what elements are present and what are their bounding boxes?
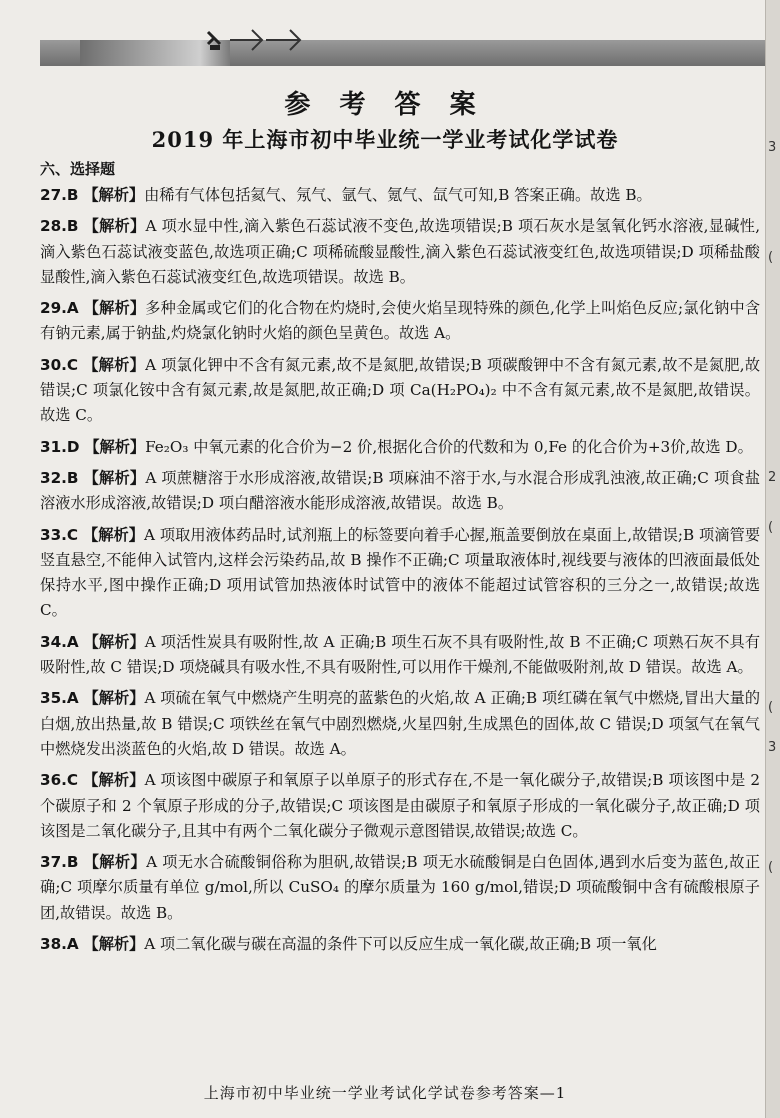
answer-item: 38.A 【解析】A 项二氧化碳与碳在高温的条件下可以反应生成一氧化碳,故正确;B 项一氧化: [40, 935, 657, 954]
answer-item: 32.B 【解析】A 项蔗糖溶于水形成溶液,故错误;B 项麻油不溶于水,与水混合形成乳浊液,故正确;C 项食盐溶液水形成溶液,故错误;D 项白醋溶液水能形成溶液,故错误。故选 B。: [40, 468, 761, 513]
arrow-decoration-icon: [200, 18, 310, 58]
edge-mark: 2: [768, 470, 777, 485]
section-heading: 六、选择题: [40, 160, 116, 178]
exam-subtitle: 2019 年上海市初中毕业统一学业考试化学试卷: [151, 127, 619, 152]
edge-mark: 3: [768, 140, 777, 155]
answer-item: 30.C 【解析】A 项氯化钾中不含有氮元素,故不是氮肥,故错误;B 项碳酸钾中不含有氮元素,故不是氮肥,故错误;C 项氯化铵中含有氮元素,故是氮肥,故正确;D 项 Ca(H₂PO₄)₂ 中不含有氮元素,故不是氮肥,故错误。故选 C。: [40, 355, 761, 425]
edge-mark: 3: [768, 740, 777, 755]
edge-mark: (: [768, 700, 774, 715]
answer-item: 29.A 【解析】多种金属或它们的化合物在灼烧时,会使火焰呈现特殊的颜色,化学上叫焰色反应;氯化钠中含有钠元素,属于钠盐,灼烧氯化钠时火焰的颜色呈黄色。故选 A。: [40, 299, 761, 343]
edge-mark: (: [768, 250, 774, 265]
answer-item: 27.B 【解析】由稀有气体包括氦气、氖气、氩气、氪气、氙气可知,B 答案正确。故选 B。: [40, 186, 652, 204]
answer-item: 31.D 【解析】Fe₂O₃ 中氧元素的化合价为−2 价,根据化合价的代数和为 0,Fe 的化合价为+3价,故选 D。: [40, 437, 753, 456]
answer-item: 35.A 【解析】A 项硫在氧气中燃烧产生明亮的蓝紫色的火焰,故 A 正确;B 项红磷在氧气中燃烧,冒出大量的白烟,放出热量,故 B 错误;C 项铁丝在氧气中剧烈燃烧,火星四射,生成黑色的固体,故 C 错误;D 项氢气在氧气中燃烧发出淡蓝色的火焰,故 D 错误。故选 A。: [40, 689, 761, 758]
answer-item: 28.B 【解析】A 项水显中性,滴入紫色石蕊试液不变色,故选项错误;B 项石灰水是氢氧化钙水溶液,显碱性,滴入紫色石蕊试液变蓝色,故选项正确;C 项稀硫酸显酸性,滴入紫色石蕊试液变红色,故选项错误;D 项稀盐酸显酸性,滴入紫色石蕊试液变红色,故选项错误。故选 B。: [40, 217, 761, 286]
answer-item: 36.C 【解析】A 项该图中碳原子和氧原子以单原子的形式存在,不是一氧化碳分子,故错误;B 项该图中是 2 个碳原子和 2 个氧原子形成的分子,故错误;C 项该图是由碳原子和氧原子形成的一氧化碳分子,故正确;D 项该图是二氧化碳分子,且其中有两个二氧化碳分子微观示意图错误,故错误;故选 C。: [40, 771, 761, 840]
answer-item: 34.A 【解析】A 项活性炭具有吸附性,故 A 正确;B 项生石灰不具有吸附性,故 B 不正确;C 项熟石灰不具有吸附性,故 C 错误;D 项烧碱具有吸水性,不具有吸附性,可以用作干燥剂,不能做吸附剂,故 D 错误。故选 A。: [40, 632, 761, 677]
edge-mark: (: [768, 860, 774, 875]
answer-list: [40, 183, 760, 963]
page-title: 参 考 答 案: [284, 90, 486, 120]
answer-item: 33.C 【解析】A 项取用液体药品时,试剂瓶上的标签要向着手心握,瓶盖要倒放在桌面上,故错误;B 项滴管要竖直悬空,不能伸入试管内,这样会污染药品,故 B 操作不正确;C 项量取液体时,视线要与液体的凹液面最低处保持水平,图中操作正确;D 项用试管加热液体时试管中的液体不能超过试管容积的三分之一,故错误;故选 C。: [40, 525, 761, 620]
edge-mark: (: [768, 520, 774, 535]
header-band: [40, 40, 780, 66]
answer-item: 37.B 【解析】A 项无水合硫酸铜俗称为胆矾,故错误;B 项无水硫酸铜是白色固体,遇到水后变为蓝色,故正确;C 项摩尔质量有单位 g/mol,所以 CuSO₄ 的摩尔质量为 160 g/mol,错误;D 项硫酸铜中含有硫酸根原子团,故错误。故选 B。: [40, 853, 761, 922]
adjacent-page-edge: [765, 0, 780, 1118]
page-footer: 上海市初中毕业统一学业考试化学试卷参考答案—1: [203, 1084, 567, 1102]
